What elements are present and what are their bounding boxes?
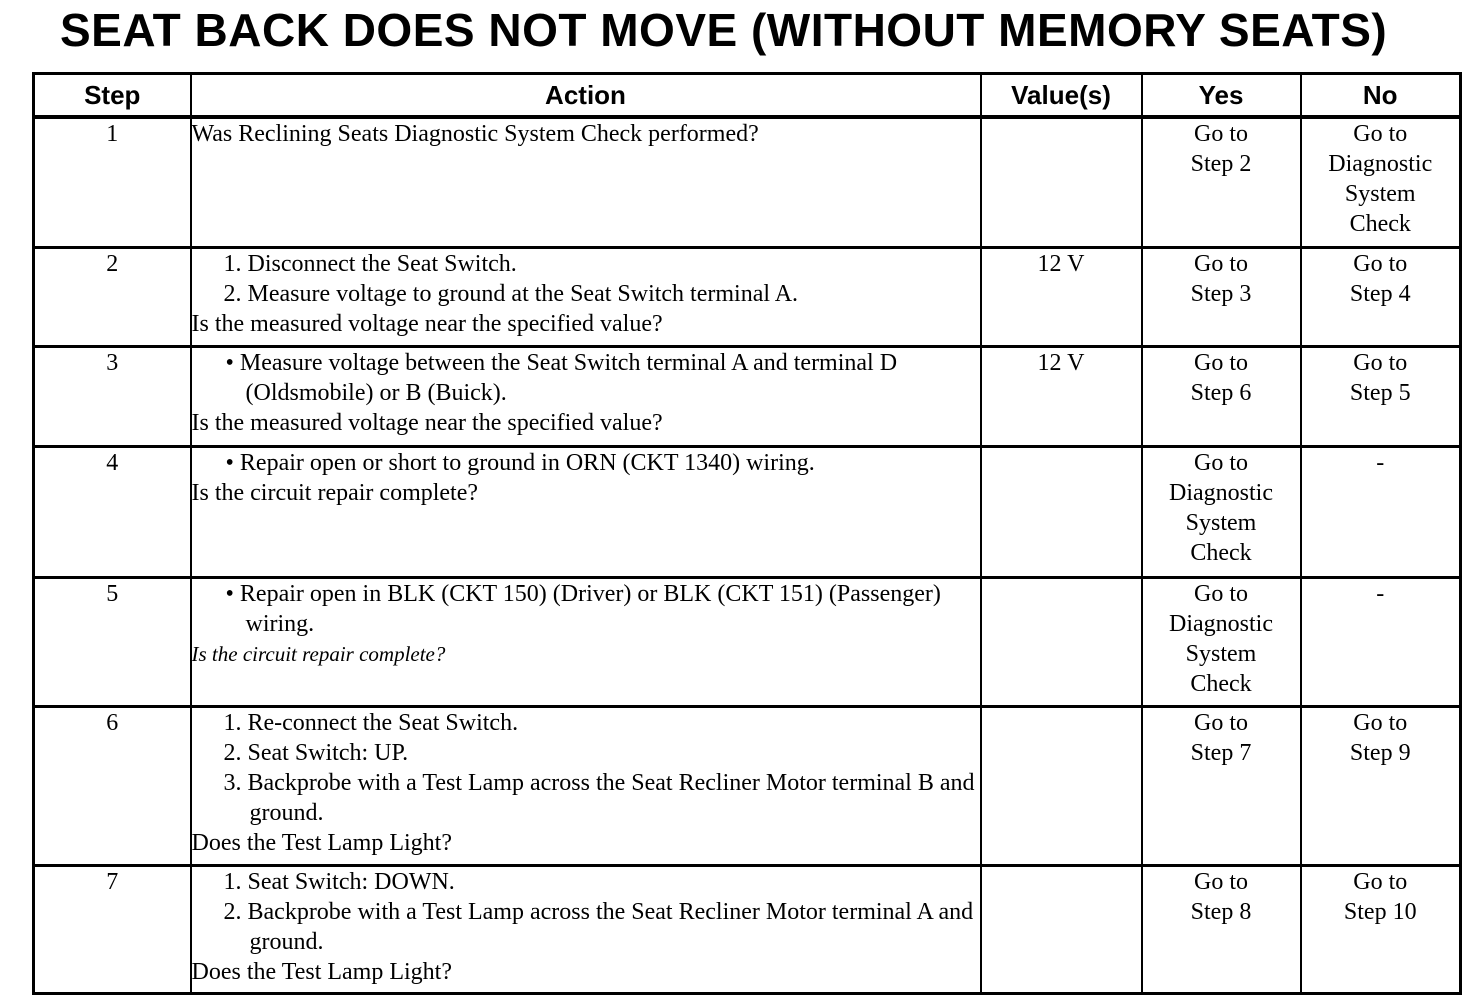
yes-line: Go to [1194, 449, 1248, 476]
no-line: - [1376, 449, 1385, 476]
yes-line: Go to [1194, 580, 1248, 607]
yes-line: Step 6 [1190, 379, 1252, 406]
step-number: 4 [34, 446, 191, 577]
no-cell [1301, 247, 1461, 346]
header-step: Step [34, 74, 191, 118]
yes-line: Check [1190, 670, 1252, 697]
action-item: 3. Backprobe with a Test Lamp across the Seat Recliner Motor terminal B and ground. [223, 769, 975, 826]
yes-line: Diagnostic [1169, 479, 1273, 506]
no-line: Step 4 [1349, 280, 1411, 307]
no-cell [1301, 706, 1461, 865]
action-question: Is the circuit repair complete? [191, 641, 446, 666]
action-question: Was Reclining Seats Diagnostic System Check performed? [191, 121, 759, 147]
no-cell [1301, 446, 1461, 577]
page-title: SEAT BACK DOES NOT MOVE (WITHOUT MEMORY SEATS) [60, 4, 1388, 56]
action-question: Is the measured voltage near the specified value? [191, 310, 663, 337]
yes-line: Diagnostic [1169, 610, 1273, 637]
yes-cell [1142, 865, 1301, 993]
action-cell [191, 865, 981, 993]
no-line: Diagnostic [1328, 151, 1433, 177]
action-cell [191, 117, 981, 247]
step-number: 7 [34, 865, 191, 993]
step-number: 3 [34, 346, 191, 446]
no-line: Go to [1353, 250, 1408, 277]
header-action: Action [191, 74, 981, 118]
step-number: 1 [34, 117, 191, 247]
action-item: • Repair open in BLK (CKT 150) (Driver) or BLK (CKT 151) (Passenger) wiring. [225, 580, 941, 637]
yes-line: Go to [1194, 349, 1248, 376]
step-number: 6 [34, 706, 191, 865]
header-yes: Yes [1142, 74, 1301, 118]
no-cell [1301, 117, 1461, 247]
no-line: Step 10 [1343, 898, 1417, 925]
action-item: 1. Re-connect the Seat Switch. [223, 709, 519, 736]
no-cell [1301, 577, 1461, 706]
action-question: Does the Test Lamp Light? [191, 958, 452, 985]
no-cell [1301, 865, 1461, 993]
no-line: Step 9 [1349, 739, 1411, 766]
action-item: 1. Seat Switch: DOWN. [223, 868, 455, 895]
yes-line: Check [1190, 539, 1252, 566]
no-line: Check [1349, 211, 1411, 237]
value-cell [981, 706, 1142, 865]
yes-line: Go to [1194, 121, 1248, 147]
header-no: No [1301, 74, 1461, 118]
no-line: System [1344, 181, 1416, 207]
action-item: 1. Disconnect the Seat Switch. [223, 250, 517, 277]
yes-cell [1142, 706, 1301, 865]
yes-line: Step 7 [1190, 739, 1252, 766]
no-line: Go to [1353, 349, 1408, 376]
no-line: Go to [1353, 868, 1408, 895]
header-values: Value(s) [981, 74, 1142, 118]
action-question: Is the measured voltage near the specified value? [191, 409, 663, 436]
no-line: Go to [1353, 121, 1408, 147]
yes-line: Step 8 [1190, 898, 1252, 925]
value-cell: 12 V [981, 346, 1142, 446]
action-cell [191, 247, 981, 346]
yes-cell [1142, 117, 1301, 247]
yes-line: Go to [1194, 868, 1248, 895]
yes-line: System [1185, 509, 1257, 536]
table-row [34, 446, 1461, 577]
yes-cell [1142, 346, 1301, 446]
action-item: • Repair open or short to ground in ORN (CKT 1340) wiring. [225, 449, 815, 476]
value-cell [981, 117, 1142, 247]
action-cell [191, 446, 981, 577]
yes-line: Step 2 [1190, 151, 1252, 177]
action-item: 2. Backprobe with a Test Lamp across the Seat Recliner Motor terminal A and ground. [223, 898, 974, 955]
diagnostic-table [32, 72, 1462, 995]
step-number: 5 [34, 577, 191, 706]
action-item: 2. Measure voltage to ground at the Seat Switch terminal A. [223, 280, 799, 307]
action-item: • Measure voltage between the Seat Switch terminal A and terminal D (Oldsmobile) or B (Buick). [225, 349, 898, 406]
no-line: Go to [1353, 709, 1408, 736]
table-header-row [34, 74, 1461, 118]
table-row [34, 706, 1461, 865]
yes-line: Go to [1194, 709, 1248, 736]
table-row [34, 117, 1461, 247]
yes-cell [1142, 446, 1301, 577]
action-question: Is the circuit repair complete? [191, 479, 479, 506]
yes-line: Step 3 [1190, 280, 1252, 307]
value-cell [981, 446, 1142, 577]
no-cell [1301, 346, 1461, 446]
table-row [34, 247, 1461, 346]
table-row [34, 346, 1461, 446]
action-item: 2. Seat Switch: UP. [223, 739, 409, 766]
yes-cell [1142, 247, 1301, 346]
step-number: 2 [34, 247, 191, 346]
action-question: Does the Test Lamp Light? [191, 829, 452, 856]
yes-line: Go to [1194, 250, 1248, 277]
value-cell: 12 V [981, 247, 1142, 346]
yes-cell [1142, 577, 1301, 706]
action-cell [191, 706, 981, 865]
table-row [34, 865, 1461, 993]
no-line: Step 5 [1349, 379, 1411, 406]
yes-line: System [1185, 640, 1257, 667]
no-line: - [1376, 580, 1385, 607]
value-cell [981, 577, 1142, 706]
table-row [34, 577, 1461, 706]
action-cell [191, 346, 981, 446]
value-cell [981, 865, 1142, 993]
action-cell [191, 577, 981, 706]
